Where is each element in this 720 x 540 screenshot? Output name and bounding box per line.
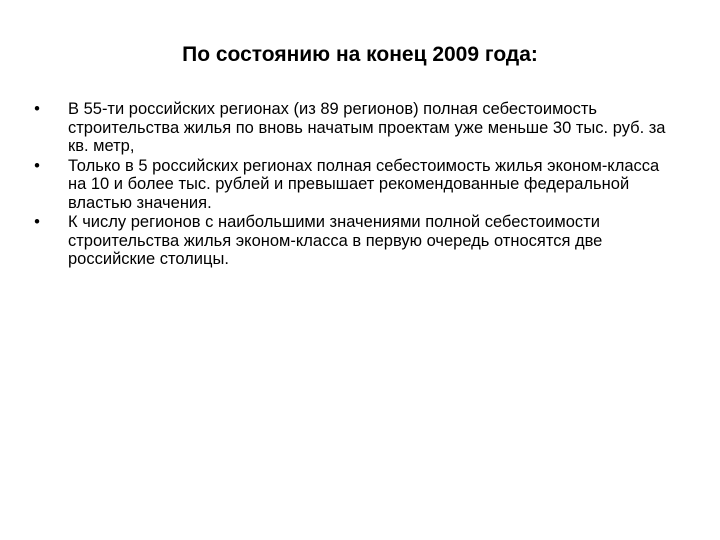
- bullet-item: [30, 100, 670, 156]
- bullet-marker: •: [34, 213, 40, 231]
- slide-title: По состоянию на конец 2009 года:: [182, 43, 538, 66]
- bullet-item: [30, 213, 670, 269]
- bullet-list: [30, 100, 670, 270]
- bullet-text: К числу регионов с наибольшими значениями полной себестоимости строительства жилья эконом-класса в первую очередь относятся две российские столицы.: [68, 213, 603, 268]
- bullet-text: В 55-ти российских регионах (из 89 регионов) полная себестоимость строительства жилья по вновь начатым проектам уже меньше 30 тыс. руб. за кв. метр,: [68, 100, 666, 155]
- bullet-text: Только в 5 российских регионах полная себестоимость жилья эконом-класса на 10 и более тыс. рублей и превышает рекомендованные федеральной властью значения.: [68, 156, 660, 212]
- bullet-marker: •: [34, 156, 40, 175]
- bullet-item: [30, 157, 670, 213]
- bullet-marker: •: [34, 100, 40, 118]
